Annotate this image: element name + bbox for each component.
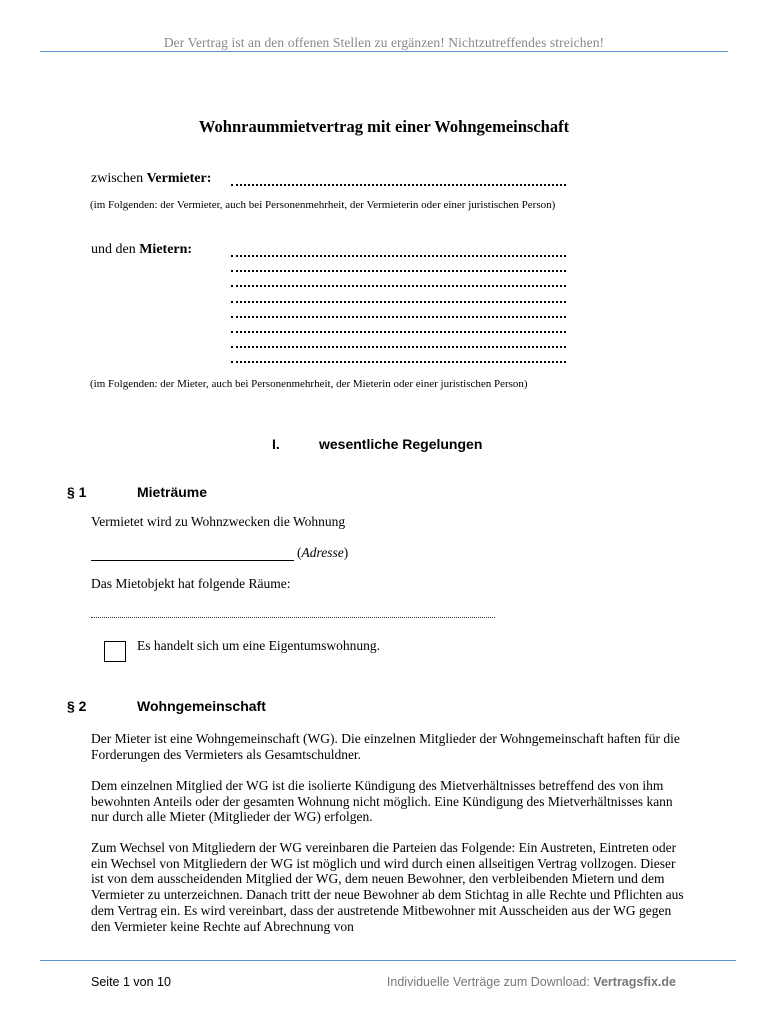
footer-promo-text: Individuelle Verträge zum Download:: [386, 975, 590, 989]
paragraph-2-text-2: Dem einzelnen Mitglied der WG ist die isolierte Kündigung des Mietverhältnisses betreffend des von ihm bewohnten Anteils oder der gesamten Wohnung nicht möglich. Eine Kündigung des Mietverhältnisses kann nur durch alle Mieter (Mitglieder der WG) erfolgen.: [91, 778, 673, 825]
header-note: Der Vertrag ist an den offenen Stellen zu ergänzen! Nichtzutreffendes streichen!: [163, 35, 605, 50]
mieter-row: [91, 242, 192, 258]
vermieter-input-line[interactable]: [231, 176, 566, 186]
paragraph-2-title: Wohngemeinschaft: [137, 698, 266, 714]
mieter-input-line[interactable]: [231, 308, 566, 318]
mieter-label: Mietern:: [139, 242, 193, 257]
paragraph-1-text-2: Das Mietobjekt hat folgende Räume:: [91, 576, 291, 591]
mieter-input-line[interactable]: [231, 277, 566, 287]
mieter-input-line[interactable]: [231, 323, 566, 333]
paragraph-2-text-3: Zum Wechsel von Mitgliedern der WG vereinbaren die Parteien das Folgende: Ein Austreten, Eintreten oder ein Wechsel von Mitgliedern der WG ist möglich und wird durch einen allseitigen Vertrag vollzogen. Dieser ist von dem ausscheidenden Mitglied der WG, dem neuen Bewohner, den verbleibenden Mietern und dem Vermieter zu unterzeichnen. Danach tritt der neue Bewohner ab dem Stichtag in alle Rechte und Pflichten aus dem Vertrag ein. Es wird vereinbart, dass der austretende Mitbewohner mit Ausscheiden aus der WG gegen den Vermieter keine Rechte auf Abrechnung von: [91, 840, 684, 934]
header-divider: [40, 51, 728, 52]
paragraph-2-number: § 2: [67, 698, 87, 714]
eigentumswohnung-checkbox[interactable]: [104, 641, 126, 662]
vermieter-prefix: zwischen: [91, 171, 144, 186]
mieter-input-line[interactable]: [231, 247, 566, 257]
mieter-input-line[interactable]: [231, 262, 566, 272]
footer-divider: [40, 960, 736, 961]
paragraph-1-text-1: Vermietet wird zu Wohnzwecken die Wohnung: [91, 514, 346, 529]
paragraph-1-title: Mieträume: [137, 484, 208, 500]
address-hint: (Adresse): [297, 545, 349, 560]
mieter-input-line[interactable]: [231, 293, 566, 303]
paragraph-2-text-1: Der Mieter ist eine Wohngemeinschaft (WG). Die einzelnen Mitglieder der Wohngemeinschaft haften für die Forderungen des Vermieters als Gesamtschuldner.: [91, 731, 680, 762]
vermieter-row: [91, 171, 211, 187]
address-hint-text: Adresse: [301, 545, 344, 560]
checkbox-label: Es handelt sich um eine Eigentumswohnung.: [137, 638, 380, 653]
rooms-input-line[interactable]: [91, 609, 495, 618]
vermieter-label: Vermieter:: [146, 171, 212, 186]
section-title: wesentliche Regelungen: [319, 436, 483, 452]
mieter-input-line[interactable]: [231, 338, 566, 348]
page-number: Seite 1 von 10: [91, 975, 171, 989]
paragraph-1-number: § 1: [67, 484, 87, 500]
document-title: Wohnraummietvertrag mit einer Wohngemeinschaft: [198, 117, 570, 136]
footer-promo: [387, 975, 676, 989]
mieter-input-line[interactable]: [231, 353, 566, 363]
vermieter-note: (im Folgenden: der Vermieter, auch bei Personenmehrheit, der Vermieterin oder einer juristischen Person): [90, 199, 556, 211]
mieter-note: (im Folgenden: der Mieter, auch bei Personenmehrheit, der Mieterin oder einer juristischen Person): [90, 378, 528, 390]
footer-site-link[interactable]: Vertragsfix.de: [593, 975, 676, 989]
address-input-line[interactable]: [91, 552, 294, 561]
section-number: I.: [272, 436, 280, 452]
mieter-prefix: und den: [91, 242, 136, 257]
